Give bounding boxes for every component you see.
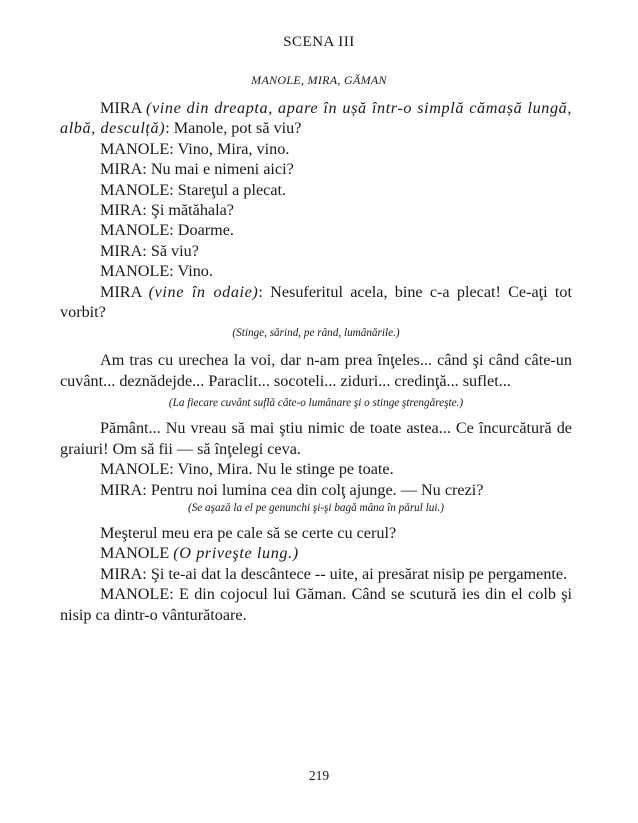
dialogue-line: MANOLE: Stareţul a plecat. <box>100 180 287 199</box>
stage-direction: (La fiecare cuvânt suflă câte-o lumânare şi o stinge ştrengăreşte.) <box>168 397 464 410</box>
dialogue-paragraph: MANOLE: E din cojocul lui Găman. Când se scutură ies din el colb şi nisip ca dintr-o vânturătoare. <box>60 585 572 624</box>
dialogue-line: MANOLE: Vino. <box>100 262 213 281</box>
speaker-name: MIRA <box>100 99 142 117</box>
dialogue-paragraph: Am tras cu urechea la voi, dar n-am prea înţeles... când şi când câte-un cuvânt... deznădejde... Paraclit... socoteli... ziduri... credinţă... suflet... <box>60 351 572 390</box>
page-number: 219 <box>308 768 330 783</box>
speaker-name: MANOLE <box>100 544 170 563</box>
dialogue-text: : Manole, pot să viu? <box>165 119 302 138</box>
stage-direction-inline: (O priveşte lung.) <box>173 544 299 563</box>
dialogue-line: MANOLE: Doarme. <box>100 221 234 240</box>
dialogue-paragraph: MIRA: Şi te-ai dat la descântece -- uite, ai presărat nisip pe pergamente. <box>100 564 568 583</box>
speaker-name: MIRA <box>100 282 142 301</box>
dialogue-line: MIRA: Şi mătăhala? <box>100 201 234 220</box>
dialogue-paragraph: Pământ... Nu vreau să mai ştiu nimic de toate astea... Ce încurcătură de graiuri! Om să fii — să înţelegi ceva. <box>60 419 572 458</box>
stage-direction-inline: (vine în odaie) <box>148 282 259 301</box>
scene-characters: MANOLE, MIRA, GĂMAN <box>251 73 387 87</box>
dialogue-mira-room <box>60 282 572 323</box>
dialogue-line: MIRA: Nu mai e nimeni aici? <box>100 160 294 179</box>
scene-title: SCENA III <box>283 34 355 50</box>
dialogue-line: Meşterul meu era pe cale să se certe cu cerul? <box>100 523 397 542</box>
stage-direction: (Stinge, sărind, pe rând, lumânările.) <box>232 327 400 340</box>
play-text <box>60 98 572 625</box>
stage-direction: (Se aşază la el pe genunchi şi-şi bagă mâna în părul lui.) <box>187 501 445 514</box>
dialogue-paragraph: MIRA: Pentru noi lumina cea din colţ ajunge. — Nu crezi? <box>100 480 484 499</box>
dialogue-line: MANOLE: Vino, Mira, vino. <box>100 139 290 158</box>
dialogue-text: : Nesuferitul acela, bine c-a plecat! Ce-aţi tot vorbit? <box>60 282 573 322</box>
dialogue-manole-looks <box>60 543 572 563</box>
dialogue-mira-enters <box>60 98 572 139</box>
stage-direction-inline: (vine din dreapta, apare în ușă într-o simplă cămașă lungă, albă, desculță) <box>60 99 573 138</box>
dialogue-line: MANOLE: Vino, Mira. Nu le stinge pe toate. <box>100 460 394 479</box>
dialogue-line: MIRA: Să viu? <box>100 241 199 260</box>
